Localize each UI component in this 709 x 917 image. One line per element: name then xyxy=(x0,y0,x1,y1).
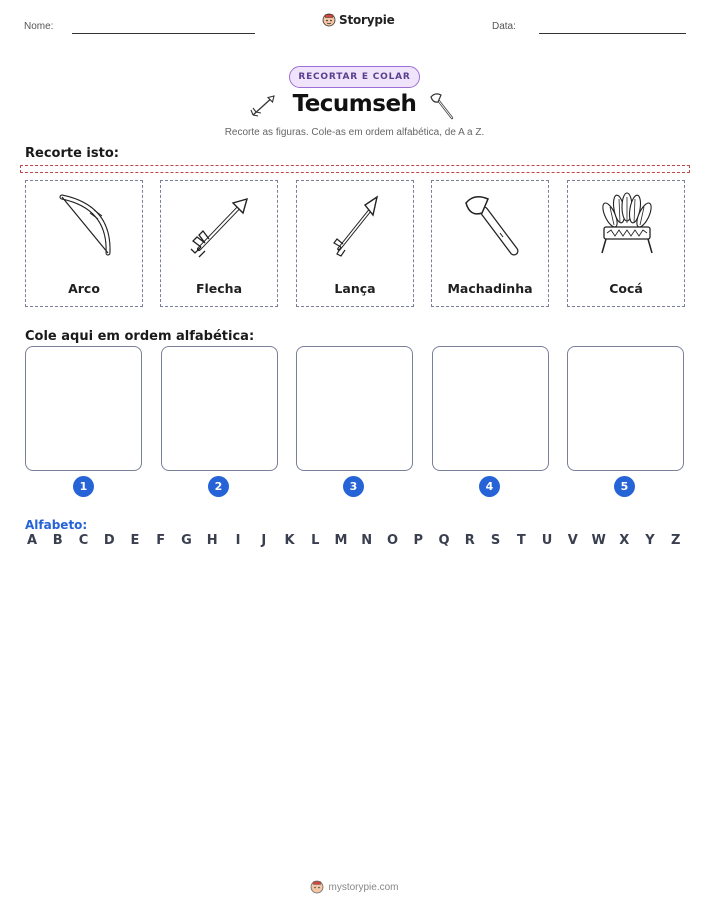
alphabet-letter: W xyxy=(591,533,606,548)
paste-box-3[interactable] xyxy=(296,346,413,471)
alphabet-letter: R xyxy=(464,533,475,548)
cut-label: Arco xyxy=(68,281,100,296)
hatchet-icon xyxy=(456,189,526,261)
cut-card-flecha[interactable] xyxy=(160,180,278,307)
arrow-icon xyxy=(185,189,255,261)
paste-box-2[interactable] xyxy=(161,346,278,471)
alphabet-letter: S xyxy=(490,533,501,548)
brand-name: Storypie xyxy=(339,13,395,27)
cut-label: Cocá xyxy=(609,281,643,296)
hatchet-decoration-icon xyxy=(428,91,456,121)
footer-url[interactable]: mystorypie.com xyxy=(328,881,399,893)
alphabet-letter: T xyxy=(516,533,526,548)
cut-card-lanca[interactable] xyxy=(296,180,414,307)
alphabet-letter: K xyxy=(284,533,295,548)
paste-box-5[interactable] xyxy=(567,346,684,471)
headdress-icon xyxy=(592,189,662,261)
name-label: Nome: xyxy=(24,21,54,32)
alphabet-letter: E xyxy=(130,533,140,548)
alphabet-letter: L xyxy=(311,533,320,548)
activity-badge: RECORTAR E COLAR xyxy=(289,66,420,88)
alphabet-letter: V xyxy=(567,533,578,548)
cut-card-machadinha[interactable] xyxy=(431,180,549,307)
name-line[interactable] xyxy=(72,33,255,34)
cut-card-coca[interactable] xyxy=(567,180,685,307)
cut-label: Machadinha xyxy=(447,281,533,296)
alphabet-letter: P xyxy=(413,533,424,548)
spear-icon xyxy=(321,189,391,261)
alphabet-letter: F xyxy=(156,533,166,548)
alphabet-letter: U xyxy=(541,533,553,548)
alphabet-letter: J xyxy=(261,533,267,548)
page-title: Tecumseh xyxy=(292,91,417,117)
cut-card-arco[interactable] xyxy=(25,180,143,307)
position-number-2: 2 xyxy=(208,476,229,497)
paste-box-4[interactable] xyxy=(432,346,549,471)
alphabet-letter: X xyxy=(619,533,630,548)
alphabet-letter: C xyxy=(78,533,89,548)
brand xyxy=(322,13,395,27)
alphabet-letter: Q xyxy=(438,533,450,548)
cut-section-heading: Recorte isto: xyxy=(25,146,119,161)
alphabet-letter: Y xyxy=(645,533,655,548)
position-number-4: 4 xyxy=(479,476,500,497)
paste-section-heading: Cole aqui em ordem alfabética: xyxy=(25,329,255,344)
alphabet-letter: B xyxy=(52,533,63,548)
date-label: Data: xyxy=(492,21,516,32)
position-number-5: 5 xyxy=(614,476,635,497)
alphabet-letter: N xyxy=(361,533,373,548)
alphabet-letter: Z xyxy=(671,533,681,548)
instructions: Recorte as figuras. Cole-as em ordem alfabética, de A a Z. xyxy=(224,127,485,138)
paste-box-1[interactable] xyxy=(25,346,142,471)
storypie-logo-icon xyxy=(322,13,336,27)
storypie-logo-icon xyxy=(310,880,324,894)
footer xyxy=(0,880,709,894)
cut-label: Lança xyxy=(334,281,376,296)
position-number-3: 3 xyxy=(343,476,364,497)
alphabet-letter: G xyxy=(181,533,192,548)
position-number-1: 1 xyxy=(73,476,94,497)
alphabet-letter: A xyxy=(26,533,38,548)
alphabet-letter: M xyxy=(334,533,348,548)
alphabet-row xyxy=(25,533,683,548)
cut-line xyxy=(20,165,690,173)
bow-icon xyxy=(50,189,120,261)
alphabet-letter: D xyxy=(103,533,115,548)
cut-label: Flecha xyxy=(195,281,243,296)
alphabet-letter: I xyxy=(235,533,241,548)
date-line[interactable] xyxy=(539,33,686,34)
alphabet-letter: O xyxy=(386,533,399,548)
alphabet-heading: Alfabeto: xyxy=(25,518,88,532)
alphabet-letter: H xyxy=(206,533,218,548)
